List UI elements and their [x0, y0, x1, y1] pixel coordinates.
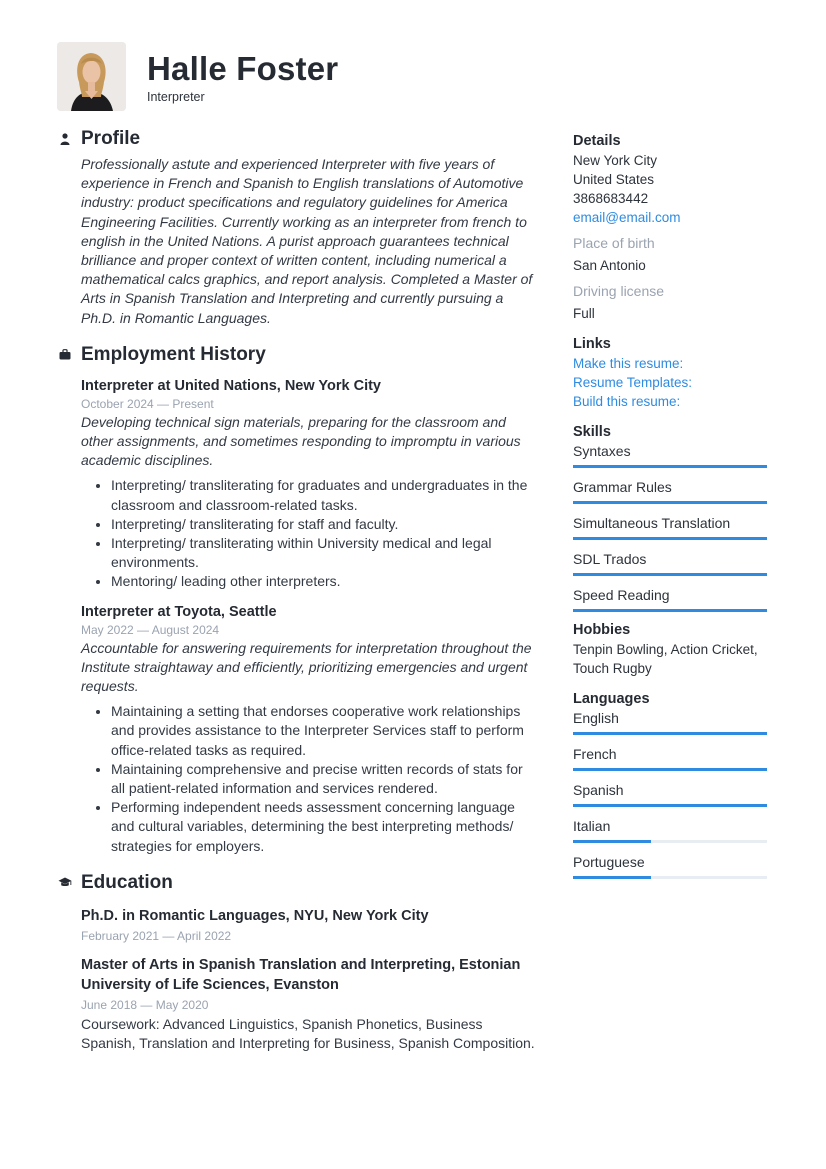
skill-label: Grammar Rules	[573, 479, 672, 495]
skill-level-bar	[573, 501, 767, 504]
details-country: United States	[573, 172, 655, 187]
bullet-item: • Maintaining a setting that endorses cooperative work relationships and provides assistance to the Interpreter Services staff to perform office-related tasks as required.	[111, 702, 540, 760]
language-level-fill	[573, 840, 651, 843]
degree-dates: February 2021 — April 2022	[81, 928, 232, 943]
language-level-fill	[573, 804, 767, 807]
skill-item	[573, 586, 769, 612]
job-entry	[81, 604, 540, 856]
language-level-bar	[573, 840, 767, 843]
profile-text: Professionally astute and experienced Interpreter with five years of experience in French and Spanish to English translations of Automotive industry: product specifications and regulatory guidelines for America Engineering Facilities. Currently working as an interpreter from french to english in the United Nations. A purist approach guarantees technical brilliance and proper context of written content, including numerical a mathematical calcs graphics, and report analysis. Completed a Master of Arts in Spanish Translation and Interpreting and currently pursuing a Ph.D. in Romantic Languages.	[81, 156, 533, 326]
education-section-header	[58, 872, 540, 894]
language-level-bar	[573, 876, 767, 879]
language-level-fill	[573, 876, 651, 879]
skill-level-fill	[573, 537, 767, 540]
briefcase-icon	[58, 348, 72, 362]
profile-photo	[57, 42, 126, 111]
language-item	[573, 709, 769, 735]
candidate-role: Interpreter	[147, 90, 205, 104]
skill-level-bar	[573, 465, 767, 468]
bullet-item: • Mentoring/ leading other interpreters.	[111, 572, 540, 591]
skill-item	[573, 514, 769, 540]
license-label: Driving license	[573, 283, 665, 299]
language-label: French	[573, 746, 617, 762]
language-label: Italian	[573, 818, 611, 834]
license-value: Full	[573, 306, 595, 321]
birth-value: San Antonio	[573, 258, 646, 273]
skill-level-fill	[573, 573, 767, 576]
language-label: Portuguese	[573, 854, 645, 870]
language-item	[573, 781, 769, 807]
skill-item	[573, 478, 769, 504]
employment-title: Employment History	[81, 343, 266, 365]
job-description: Accountable for answering requirements for interpretation throughout the Institute straightaway and efficiently, prioritizing emergencies and urgent requests.	[81, 639, 532, 695]
job-entry	[81, 378, 540, 592]
skill-level-bar	[573, 573, 767, 576]
skill-item	[573, 442, 769, 468]
person-icon	[58, 132, 72, 146]
skill-label: SDL Trados	[573, 551, 647, 567]
main-column	[58, 128, 540, 1053]
bullet-item: • Interpreting/ transliterating for staff and faculty.	[111, 515, 540, 534]
details-phone: 3868683442	[573, 191, 649, 206]
language-label: English	[573, 710, 619, 726]
language-level-fill	[573, 768, 767, 771]
language-level-bar	[573, 732, 767, 735]
job-description: Developing technical sign materials, preparing for the classroom and other assignments, and sometimes responding to impromptu in various academic disciplines.	[81, 413, 521, 469]
details-title: Details	[573, 133, 621, 149]
job-bullets	[81, 476, 540, 591]
job-title: Interpreter at Toyota, Seattle	[81, 603, 277, 620]
skill-level-fill	[573, 465, 767, 468]
skill-item	[573, 550, 769, 576]
profile-title: Profile	[81, 128, 141, 149]
skill-level-fill	[573, 609, 767, 612]
skills-list	[573, 442, 769, 612]
education-entry	[81, 955, 540, 1053]
link-resume-templates[interactable]: Resume Templates:	[573, 375, 693, 390]
candidate-name: Halle Foster	[147, 50, 339, 87]
job-dates: May 2022 — August 2024	[81, 622, 220, 637]
language-level-bar	[573, 768, 767, 771]
degree-title: Ph.D. in Romantic Languages, NYU, New York City	[81, 907, 429, 924]
skill-label: Simultaneous Translation	[573, 515, 731, 531]
language-level-bar	[573, 804, 767, 807]
languages-list	[573, 709, 769, 879]
languages-title: Languages	[573, 691, 650, 707]
graduation-cap-icon	[58, 876, 72, 890]
language-label: Spanish	[573, 782, 624, 798]
skill-level-bar	[573, 609, 767, 612]
skill-level-bar	[573, 537, 767, 540]
birth-label: Place of birth	[573, 235, 655, 251]
skill-level-fill	[573, 501, 767, 504]
sidebar-column	[573, 133, 769, 889]
skills-title: Skills	[573, 424, 611, 440]
links-title: Links	[573, 336, 611, 352]
degree-coursework: Coursework: Advanced Linguistics, Spanish Phonetics, Business Spanish, Translation and Interpreting for Business, Spanish Composition.	[81, 1015, 535, 1052]
job-dates: October 2024 — Present	[81, 396, 214, 411]
profile-section-header	[58, 128, 540, 150]
skill-label: Speed Reading	[573, 587, 670, 603]
resume-header	[57, 42, 757, 112]
bullet-item: • Maintaining comprehensive and precise written records of stats for all patient-related information and services rendered.	[111, 760, 540, 798]
link-build-resume[interactable]: Build this resume:	[573, 394, 681, 409]
details-city: New York City	[573, 153, 658, 168]
education-title: Education	[81, 871, 173, 893]
bullet-item: • Performing independent needs assessment concerning language and cultural variables, determining the best interpreting methods/ strategies for employers.	[111, 798, 540, 856]
language-level-fill	[573, 732, 767, 735]
language-item	[573, 853, 769, 879]
hobbies-text: Tenpin Bowling, Action Cricket, Touch Rugby	[573, 642, 758, 676]
education-entry	[81, 906, 540, 943]
bullet-item: • Interpreting/ transliterating for graduates and undergraduates in the classroom and classroom-related tasks.	[111, 476, 540, 514]
bullet-item: • Interpreting/ transliterating within University medical and legal environments.	[111, 534, 540, 572]
language-item	[573, 817, 769, 843]
profile-photo-image	[57, 42, 126, 111]
degree-dates: June 2018 — May 2020	[81, 997, 209, 1012]
language-item	[573, 745, 769, 771]
employment-section-header	[58, 344, 540, 366]
email-link[interactable]: email@email.com	[573, 210, 681, 225]
skill-label: Syntaxes	[573, 443, 631, 459]
hobbies-title: Hobbies	[573, 622, 631, 638]
degree-title: Master of Arts in Spanish Translation and Interpreting, Estonian University of Life Sciences, Evanston	[81, 956, 521, 993]
link-make-resume[interactable]: Make this resume:	[573, 356, 684, 371]
job-title: Interpreter at United Nations, New York City	[81, 377, 381, 394]
job-bullets	[81, 702, 540, 856]
